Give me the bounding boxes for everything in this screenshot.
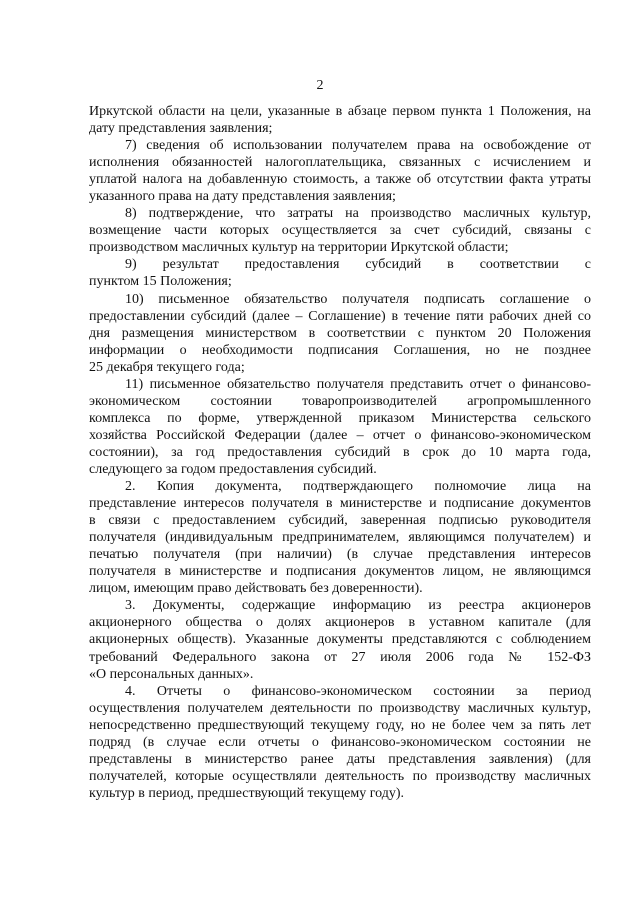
text-line: 4. Отчеты о финансово-экономическом состоянии за период xyxy=(125,683,591,699)
text-line: дату представления заявления; xyxy=(89,121,273,137)
text-line: лицом, имеющим право действовать без доверенности). xyxy=(89,581,423,597)
paragraph-s3 xyxy=(89,597,591,682)
text-line: акционерных обществ). Указанные документы представляются с соблюдением xyxy=(89,632,591,648)
text-line: возмещение части которых осуществляется за счет субсидий, связаны с xyxy=(89,223,591,239)
text-line: 11) письменное обязательство получателя представить отчет о финансово- xyxy=(125,376,591,392)
text-line: требований Федерального закона от 27 июля 2006 года № 152-ФЗ xyxy=(89,649,591,665)
paragraph-p9 xyxy=(89,256,591,290)
text-line: уплатой налога на добавленную стоимость, а также об отсутствии факта утраты xyxy=(89,172,591,188)
text-line: 25 декабря текущего года; xyxy=(89,359,245,375)
text-line: печатью получателя (при наличии) (в случае представления интересов xyxy=(89,547,591,563)
text-line: представлены в министерство ранее даты представления заявления) (для xyxy=(89,751,591,767)
text-line: «О персональных данных». xyxy=(89,666,254,682)
text-line: указанного права на дату представления заявления; xyxy=(89,189,396,205)
paragraph-s2 xyxy=(89,478,591,597)
text-line: состоянии), за год предоставления субсидий в срок до 10 марта года, xyxy=(89,444,591,460)
text-line: пунктом 15 Положения; xyxy=(89,274,232,290)
paragraph-p8 xyxy=(89,205,591,256)
text-line: Иркутской области на цели, указанные в абзаце первом пункта 1 Положения, на xyxy=(89,104,591,119)
text-line: дня размещения министерством в соответствии с пунктом 20 Положения xyxy=(89,325,591,341)
text-line: предоставлении субсидий (далее – Соглашение) в течение пяти рабочих дней со xyxy=(89,308,591,324)
paragraph-p7 xyxy=(89,137,591,205)
text-line: культур в период, предшествующий текущему году). xyxy=(89,785,405,801)
text-line: непосредственно предшествующий текущему году, но не более чем за пять лет xyxy=(89,717,591,733)
text-line: получателей, которые осуществляли деятельность по производству масличных xyxy=(89,768,591,784)
text-line: в связи с предоставлением субсидий, заверенная подписью руководителя xyxy=(89,513,591,529)
document-body xyxy=(89,103,591,802)
paragraph-p10 xyxy=(89,291,591,376)
text-line: 2. Копия документа, подтверждающего полномочие лица на xyxy=(125,479,591,495)
text-line: 9) результат предоставления субсидий в соответствии с xyxy=(125,257,591,273)
text-line: исполнения обязанностей налогоплательщика, связанных с исчислением и xyxy=(89,155,591,171)
text-line: производством масличных культур на территории Иркутской области; xyxy=(89,240,509,256)
paragraph-s4 xyxy=(89,683,591,802)
text-line: акционерного общества о долях акционеров в уставном капитале (для xyxy=(89,615,591,631)
text-line: комплекса по форме, утвержденной приказом Министерства сельского xyxy=(89,410,591,426)
text-line: представление интересов получателя в министерстве и подписание документов xyxy=(89,496,591,512)
text-line: 10) письменное обязательство получателя подписать соглашение о xyxy=(125,291,591,307)
text-line: 8) подтверждение, что затраты на производство масличных культур, xyxy=(125,206,591,222)
text-line: получателя (индивидуальным предпринимателем, являющимся получателем) и xyxy=(89,530,591,546)
text-line: экономическом состоянии товаропроизводителей агропромышленного xyxy=(89,393,591,409)
text-line: 7) сведения об использовании получателем права на освобождение от xyxy=(125,138,591,154)
text-line: 3. Документы, содержащие информацию из реестра акционеров xyxy=(125,598,591,614)
paragraph-p-cont xyxy=(89,103,591,137)
page-number: 2 xyxy=(316,78,324,93)
text-line: подряд (в случае если отчеты о финансово-экономическом состоянии не xyxy=(89,734,591,750)
text-line: получателя в министерстве и подписания документов лицом, не являющимся xyxy=(89,564,591,580)
text-line: следующего за годом предоставления субсидий. xyxy=(89,461,377,477)
text-line: информации о необходимости подписания Соглашения, но не позднее xyxy=(89,342,591,358)
text-line: осуществления получателем деятельности по производству масличных культур, xyxy=(89,700,591,716)
text-line: хозяйства Российской Федерации (далее – отчет о финансово-экономическом xyxy=(89,427,591,443)
paragraph-p11 xyxy=(89,376,591,478)
